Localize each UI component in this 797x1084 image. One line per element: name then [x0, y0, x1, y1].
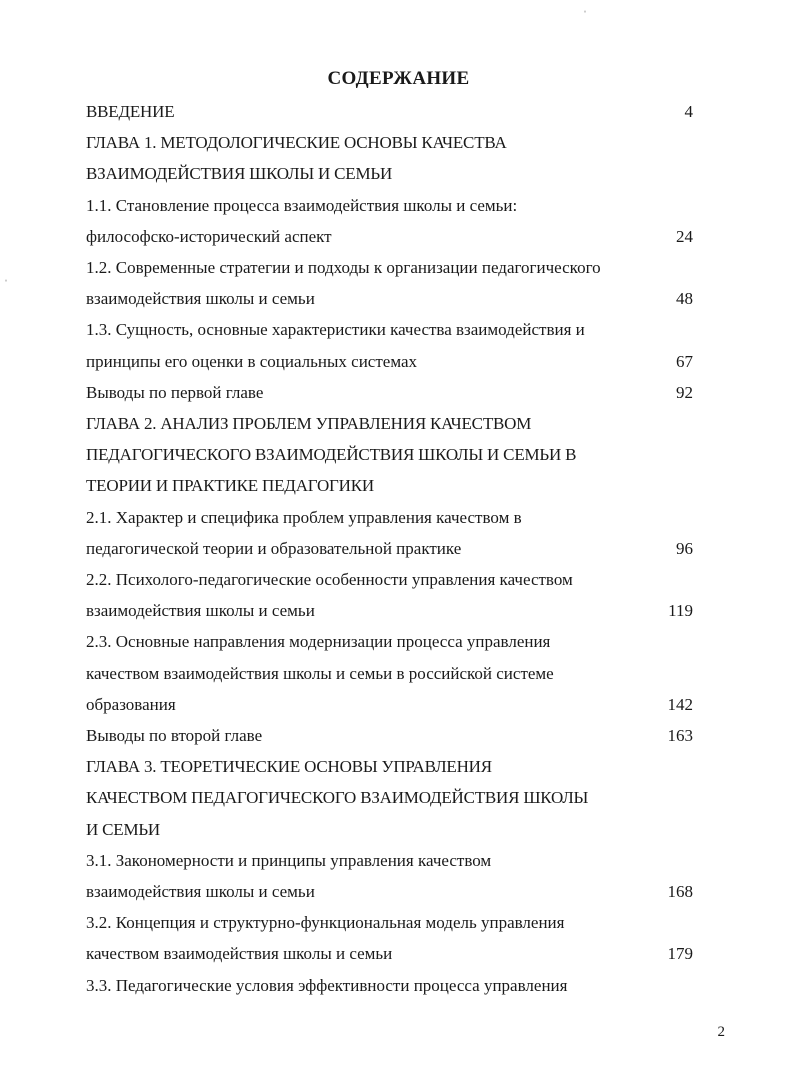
toc-section-line: взаимодействия школы и семьи — [86, 601, 315, 621]
page-title: СОДЕРЖАНИЕ — [327, 68, 470, 89]
toc-section-line: педагогической теории и образовательной практике — [86, 538, 462, 558]
toc-page-number: 24 — [676, 226, 693, 246]
toc-section-line: 3.2. Концепция и структурно-функциональная модель управления — [86, 913, 565, 933]
toc-chapter-line: ГЛАВА 2. АНАЛИЗ ПРОБЛЕМ УПРАВЛЕНИЯ КАЧЕСТВОМ — [86, 414, 532, 433]
toc-section-line: 3.3. Педагогические условия эффективности процесса управления — [86, 975, 568, 995]
toc-page-number: 48 — [676, 289, 693, 309]
toc-section-line: качеством взаимодействия школы и семьи в российской системе — [86, 663, 554, 683]
scan-artifact: ˈ — [583, 8, 587, 22]
toc-section-line: 2.2. Психолого-педагогические особенности управления качеством — [86, 570, 573, 589]
toc-page-number: 119 — [668, 601, 693, 621]
toc-section-line: качеством взаимодействия школы и семьи — [86, 944, 393, 964]
toc-section-line: взаимодействия школы и семьи — [86, 289, 315, 309]
toc-section-line: Выводы по второй главе — [86, 726, 263, 745]
toc-section-line: 1.1. Становление процесса взаимодействия школы и семьи: — [86, 195, 518, 215]
toc-chapter-line: ГЛАВА 3. ТЕОРЕТИЧЕСКИЕ ОСНОВЫ УПРАВЛЕНИЯ — [86, 757, 492, 777]
toc-chapter-line: ГЛАВА 1. МЕТОДОЛОГИЧЕСКИЕ ОСНОВЫ КАЧЕСТВА — [86, 133, 507, 153]
page-number: 2 — [717, 1024, 725, 1040]
toc-chapter-line: И СЕМЬИ — [86, 819, 161, 839]
toc-section-line: 1.3. Сущность, основные характеристики качества взаимодействия и — [86, 320, 585, 340]
toc-chapter-line: КАЧЕСТВОМ ПЕДАГОГИЧЕСКОГО ВЗАИМОДЕЙСТВИЯ ШКОЛЫ — [86, 788, 589, 808]
scan-artifact: ˌ — [4, 268, 8, 282]
toc-section-line: принципы его оценки в социальных системах — [86, 351, 418, 371]
toc-section-line: философско-исторический аспект — [86, 226, 332, 246]
toc-chapter-line: ВЗАИМОДЕЙСТВИЯ ШКОЛЫ И СЕМЬИ — [86, 164, 393, 184]
toc-page-number: 163 — [667, 726, 693, 745]
toc-chapter-line: ВВЕДЕНИЕ — [86, 102, 175, 121]
toc-page-number: 67 — [676, 351, 693, 371]
toc-section-line: взаимодействия школы и семьи — [86, 882, 315, 901]
toc-section-line: образования — [86, 694, 176, 714]
toc-section-line: 1.2. Современные стратегии и подходы к организации педагогического — [86, 258, 601, 277]
toc-page-number: 168 — [667, 882, 693, 901]
toc-page-number: 92 — [676, 382, 693, 402]
toc-section-line: 3.1. Закономерности и принципы управления качеством — [86, 850, 492, 870]
toc-page-number: 179 — [667, 944, 693, 964]
toc-page-number: 96 — [676, 538, 693, 558]
toc-section-line: Выводы по первой главе — [86, 382, 264, 402]
toc-chapter-line: ПЕДАГОГИЧЕСКОГО ВЗАИМОДЕЙСТВИЯ ШКОЛЫ И СЕМЬИ В — [86, 445, 577, 465]
toc-chapter-line: ТЕОРИИ И ПРАКТИКЕ ПЕДАГОГИКИ — [86, 476, 374, 496]
toc-section-line: 2.3. Основные направления модернизации процесса управления — [86, 632, 551, 652]
toc-page-number: 4 — [684, 102, 693, 121]
toc-section-line: 2.1. Характер и специфика проблем управления качеством в — [86, 507, 522, 527]
toc-page-number: 142 — [667, 694, 693, 714]
